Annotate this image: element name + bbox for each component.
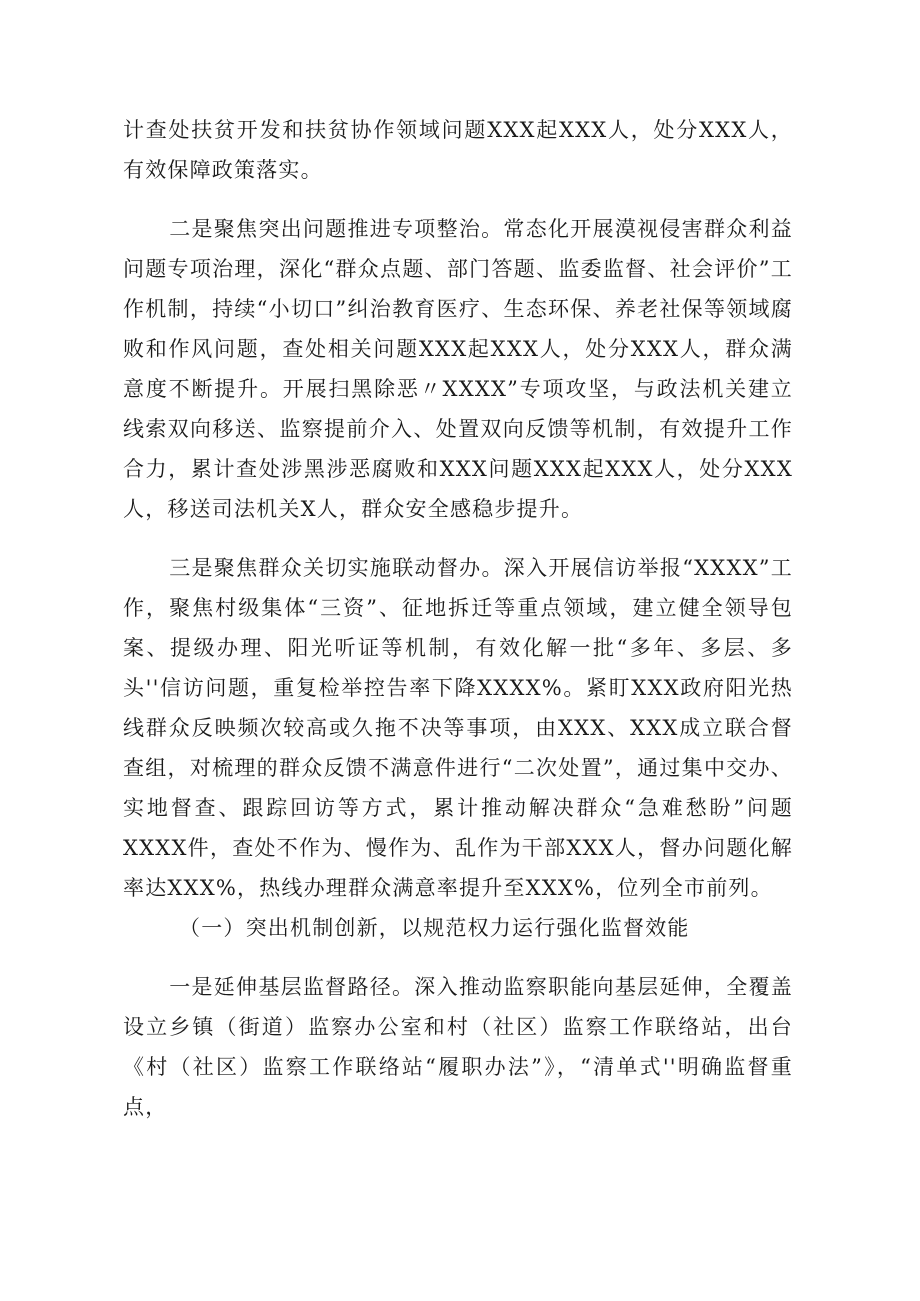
paragraph-continuation: 计查处扶贫开发和扶贫协作领域问题XXX起XXX人，处分XXX人，有效保障政策落实。	[123, 118, 793, 182]
paragraph-joint-supervision: 三是聚焦群众关切实施联动督办。深入开展信访举报“XXXX”工作，聚焦村级集体“三资”、征地拆迁等重点领域，建立健全领导包案、提级办理、阳光听证等机制，有效化解一批“多年、多层、多头''信访问题，重复检举控告率下降XXXX%。紧盯XXX政府阳光热线群众反映频次较高或久拖不决等事项，由XXX、XXX成立联合督查组，对梳理的群众反馈不满意件进行“二次处置”，通过集中交办、实地督查、跟踪回访等方式，累计推动解决群众“急难愁盼”问题XXXX件，查处不作为、慢作为、乱作为干部XXX人，督办问题化解率达XXX%，热线办理群众满意率提升至XXX%，位列全市前列。	[123, 556, 793, 900]
paragraph-grassroots-supervision: 一是延伸基层监督路径。深入推动监察职能向基层延伸，全覆盖设立乡镇（街道）监察办公室和村（社区）监察工作联络站，出台《村（社区）监察工作联络站“履职办法”》，“清单式''明确监督重点，	[123, 975, 793, 1119]
document-body	[123, 110, 793, 1127]
section-heading: （一）突出机制创新，以规范权力运行强化监督效能	[179, 916, 690, 940]
paragraph-special-rectification: 二是聚焦突出问题推进专项整治。常态化开展漠视侵害群众利益问题专项治理，深化“群众点题、部门答题、监委监督、社会评价”工作机制，持续“小切口”纠治教育医疗、生态环保、养老社保等领域腐败和作风问题，查处相关问题XXX起XXX人，处分XXX人，群众满意度不断提升。开展扫黑除恶〃XXXX”专项攻坚，与政法机关建立线索双向移送、监察提前介入、处置双向反馈等机制，有效提升工作合力，累计查处涉黑涉恶腐败和XXX问题XXX起XXX人，处分XXX人，移送司法机关X人，群众安全感稳步提升。	[123, 217, 793, 521]
